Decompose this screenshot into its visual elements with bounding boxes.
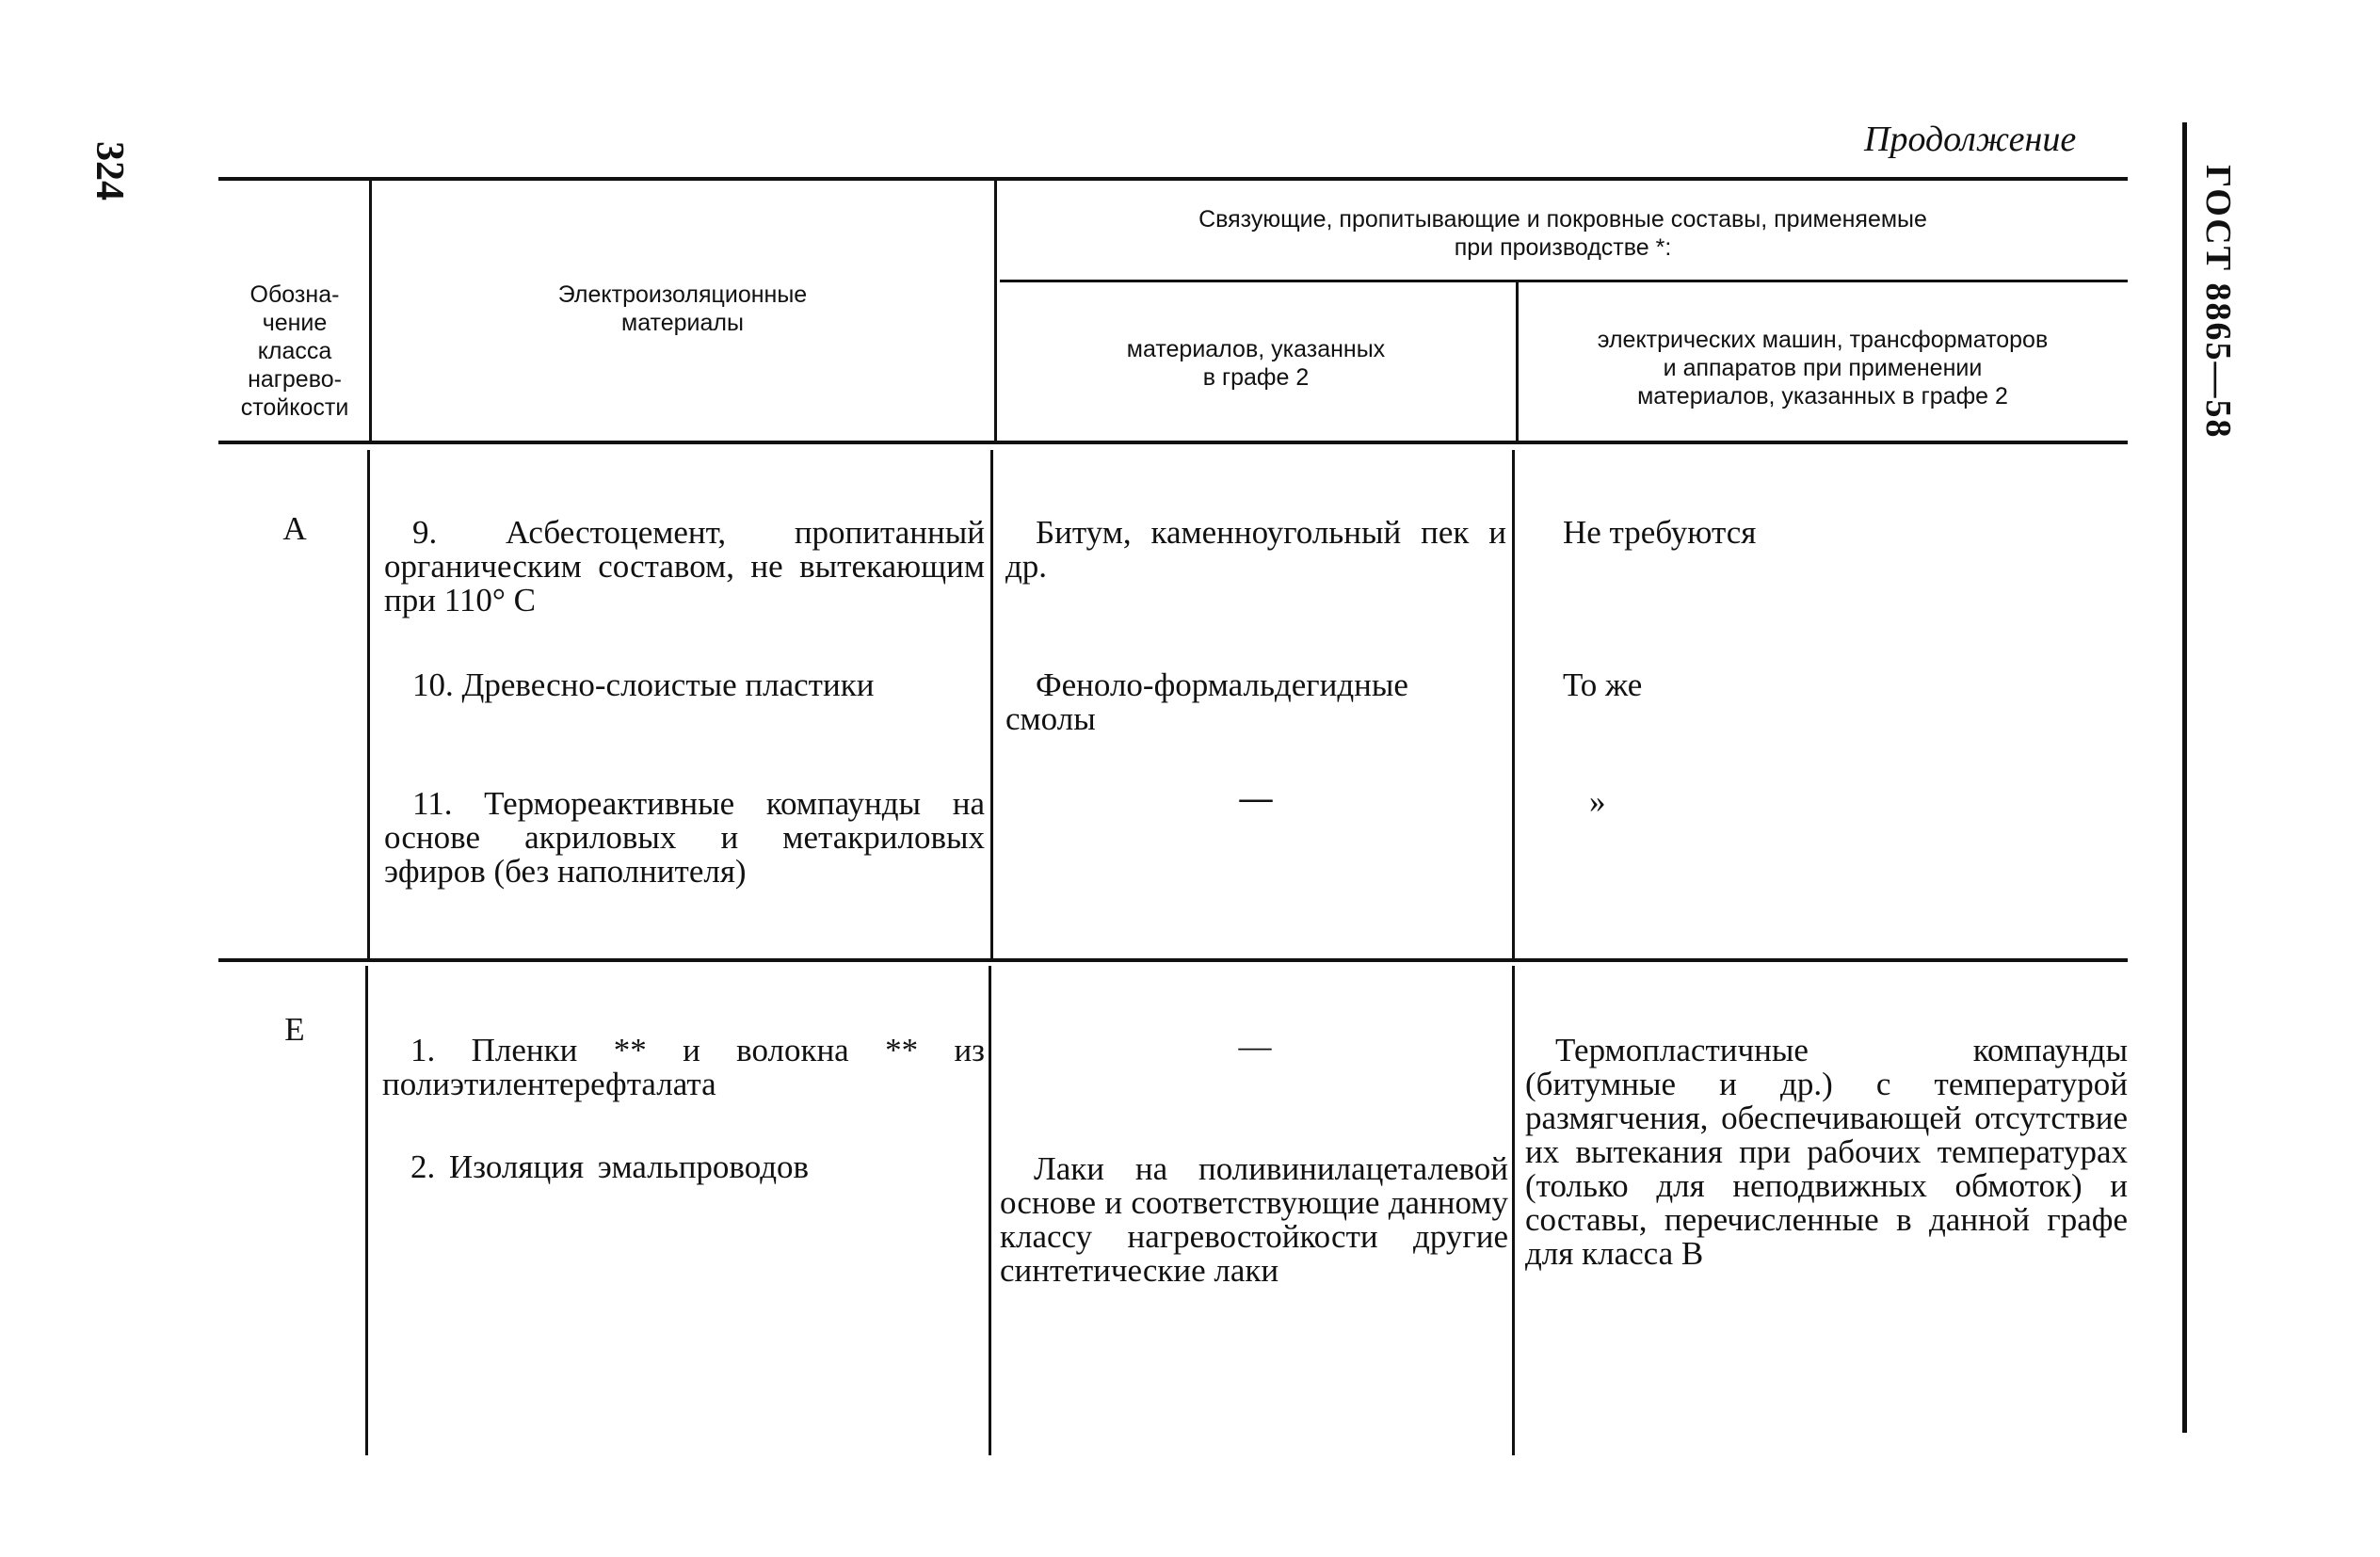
class-label-a: А [282, 510, 307, 547]
header-vline-2 [994, 181, 997, 441]
class-label-e: Е [284, 1011, 305, 1048]
header-vline-1 [369, 181, 372, 441]
section-a-vline-2 [990, 450, 993, 958]
header-compounds-machines: электрических машин, трансформаторов и аппаратов при применении материалов, указанных в графе 2 [1597, 327, 2049, 409]
section-divider-rule [218, 958, 2128, 962]
header-class-designation: Обозна- чение класса нагрево- стойкости [240, 281, 349, 421]
section-a-vline-3 [1512, 450, 1515, 958]
gost-title: ГОСТ 8865—58 [2198, 165, 2238, 440]
section-e-vline-3 [1512, 966, 1515, 1455]
section-e-vline-1 [365, 966, 368, 1455]
compound-materials-a-11: — [1239, 779, 1273, 816]
compound-machines-a-11: » [1589, 783, 1606, 820]
header-insulating-materials: Электроизоляционные материалы [557, 281, 808, 336]
header-compounds-group: Связующие, пропитывающие и покровные составы, применяемые при производстве *: [1198, 206, 1927, 261]
header-compounds-materials: материалов, указанных в графе 2 [1126, 336, 1386, 391]
material-a-9: 9. Асбестоцемент, пропитанный органическим составом, не вытекающим при 110° С [384, 514, 985, 618]
compound-machines-a-9: Не требуются [1563, 514, 1757, 551]
material-e-1: 1. Пленки ** и волокна ** из полиэтилентерефталата [382, 1032, 985, 1102]
header-vline-3 [1516, 282, 1519, 441]
section-a-vline-1 [367, 450, 370, 958]
compound-materials-e-1: — [1238, 1028, 1272, 1065]
material-e-2: 2. Изоляция эмальпроводов [410, 1148, 810, 1185]
group-header-rule [1000, 280, 2128, 282]
table-top-rule [218, 177, 2128, 181]
compound-materials-a-10: Феноло-формальдегидные смолы [1005, 666, 1408, 737]
header-bottom-rule [218, 441, 2128, 444]
material-a-11: 11. Термореактивные компаунды на основе акриловых и метакриловых эфиров (без наполнителя) [384, 785, 985, 890]
compound-machines-a-10: То же [1563, 666, 1643, 703]
compound-machines-e-1: Термопластичные компаунды (битумные и др.) с температурой размягчения, обеспечивающей отсутствие их вытекания при рабочих температурах (только для неподвижных обмоток) и составы, перечисленные в данной графе для класса В [1525, 1032, 2128, 1272]
continuation-label: Продолжение [1864, 120, 2077, 159]
page-number: 324 [88, 141, 131, 201]
compound-materials-e-2: Лаки на поливинилацеталевой основе и соответствующие данному классу нагревостойкости другие синтетические лаки [1000, 1150, 1508, 1289]
compound-materials-a-9: Битум, каменноугольный пек и др. [1005, 514, 1506, 585]
material-a-10: 10. Древесно-слоистые пластики [412, 666, 875, 703]
right-frame-rule [2182, 122, 2187, 1433]
section-e-vline-2 [989, 966, 991, 1455]
